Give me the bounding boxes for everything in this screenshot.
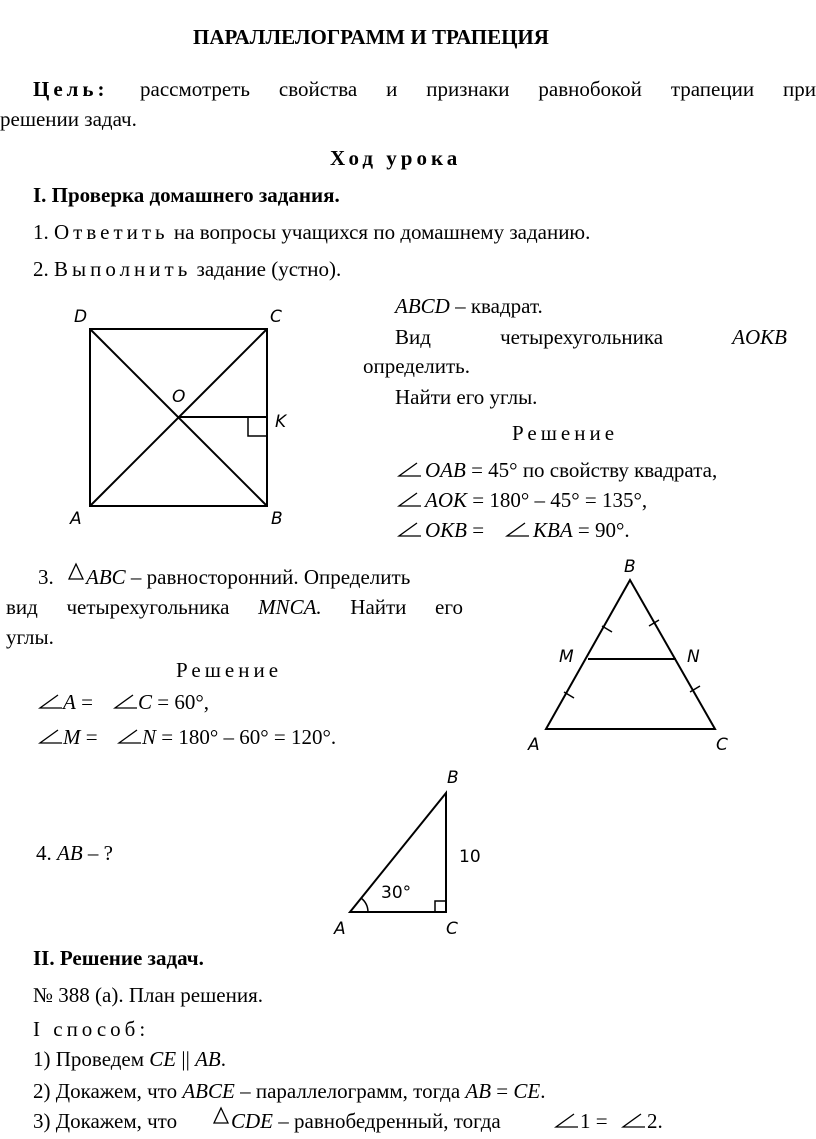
task3-sol1a: A = xyxy=(63,690,93,714)
section2-step3d: 2. xyxy=(647,1109,663,1133)
section2-step2: 2) Докажем, что ABCE – параллелограмм, тогда AB = CE. xyxy=(33,1079,546,1103)
label-A: A xyxy=(528,735,540,755)
triangle-mn-labels xyxy=(527,557,728,755)
label-D: D xyxy=(74,307,88,327)
task2-line2: Вид четырехугольника AOKB xyxy=(395,325,787,349)
task4-line: 4. AB – ? xyxy=(36,841,113,865)
angle-symbol xyxy=(399,463,421,476)
square-figure xyxy=(90,329,267,506)
page-title: ПАРАЛЛЕЛОГРАММ И ТРАПЕЦИЯ xyxy=(193,25,549,49)
task2-solution-heading: Решение xyxy=(512,421,619,445)
section2-method: I способ: xyxy=(33,1017,150,1041)
task3-sol2a: M = xyxy=(63,725,98,749)
angle-symbol xyxy=(115,695,137,708)
section1-item1: 1. Ответить на вопросы учащихся по домашнему заданию. xyxy=(33,220,591,244)
section2-step3b: CDE – равнобедренный, тогда xyxy=(231,1109,501,1133)
goal-text-line1: рассмотреть свойства и признаки равнобокой трапеции при xyxy=(140,77,816,101)
task3-line1: ABC – равносторонний. Определить xyxy=(86,565,411,589)
label-M: M xyxy=(559,647,574,667)
angle-symbol xyxy=(119,730,141,743)
task2-line3: определить. xyxy=(363,354,471,378)
task2-sol3a: OKB = xyxy=(425,518,485,542)
task2-sol3b: KBA = 90°. xyxy=(533,518,630,542)
angle-symbol xyxy=(507,523,529,536)
section2-step3a: 3) Докажем, что xyxy=(33,1109,178,1133)
goal-label: Цель: xyxy=(33,77,109,101)
label-B: B xyxy=(624,557,636,577)
label-C: C xyxy=(446,919,458,939)
angle-label: 30° xyxy=(381,883,412,903)
section2-step3c: 1 = xyxy=(580,1109,608,1133)
angle-symbol xyxy=(399,523,421,536)
label-K: K xyxy=(275,412,287,432)
triangle-symbol xyxy=(214,1108,228,1123)
section2-problem: № 388 (а). План решения. xyxy=(33,983,263,1007)
label-N: N xyxy=(687,647,700,667)
section2-heading: II. Решение задач. xyxy=(33,946,204,970)
angle-symbol xyxy=(623,1114,645,1127)
triangle-symbol xyxy=(69,564,83,579)
label-C: C xyxy=(716,735,728,755)
lesson-heading: Ход урока xyxy=(330,146,462,170)
task3-num: 3. xyxy=(38,565,54,589)
task2-sol2: AOK = 180° – 45° = 135°, xyxy=(425,488,648,512)
task3-solution-heading: Решение xyxy=(176,658,283,682)
task2-sol1: OAB = 45° по свойству квадрата, xyxy=(425,458,718,482)
angle-symbol xyxy=(40,730,62,743)
task2-line4: Найти его углы. xyxy=(395,385,538,409)
section1-heading: I. Проверка домашнего задания. xyxy=(33,183,340,207)
label-A: A xyxy=(334,919,346,939)
label-B: B xyxy=(271,509,283,529)
task3-sol1b: C = 60°, xyxy=(138,690,210,714)
goal-text-line2: решении задач. xyxy=(0,107,137,131)
label-O: O xyxy=(172,387,186,407)
section2-step1: 1) Проведем CE || AB. xyxy=(33,1047,226,1071)
angle-symbol xyxy=(40,695,62,708)
label-C: C xyxy=(270,307,282,327)
label-A: A xyxy=(70,509,82,529)
angle-symbol xyxy=(556,1114,578,1127)
task3-line2: вид четырехугольника MNCA. Найти его xyxy=(6,595,463,619)
task3-sol2b: N = 180° – 60° = 120°. xyxy=(142,725,337,749)
angle-symbol xyxy=(399,493,421,506)
task2-line1: ABCD – квадрат. xyxy=(395,294,543,318)
task3-line3: углы. xyxy=(6,625,54,649)
side-length-label: 10 xyxy=(459,847,481,867)
section1-item2: 2. Выполнить задание (устно). xyxy=(33,257,342,281)
right-triangle-labels xyxy=(333,768,481,939)
label-B: B xyxy=(447,768,459,788)
